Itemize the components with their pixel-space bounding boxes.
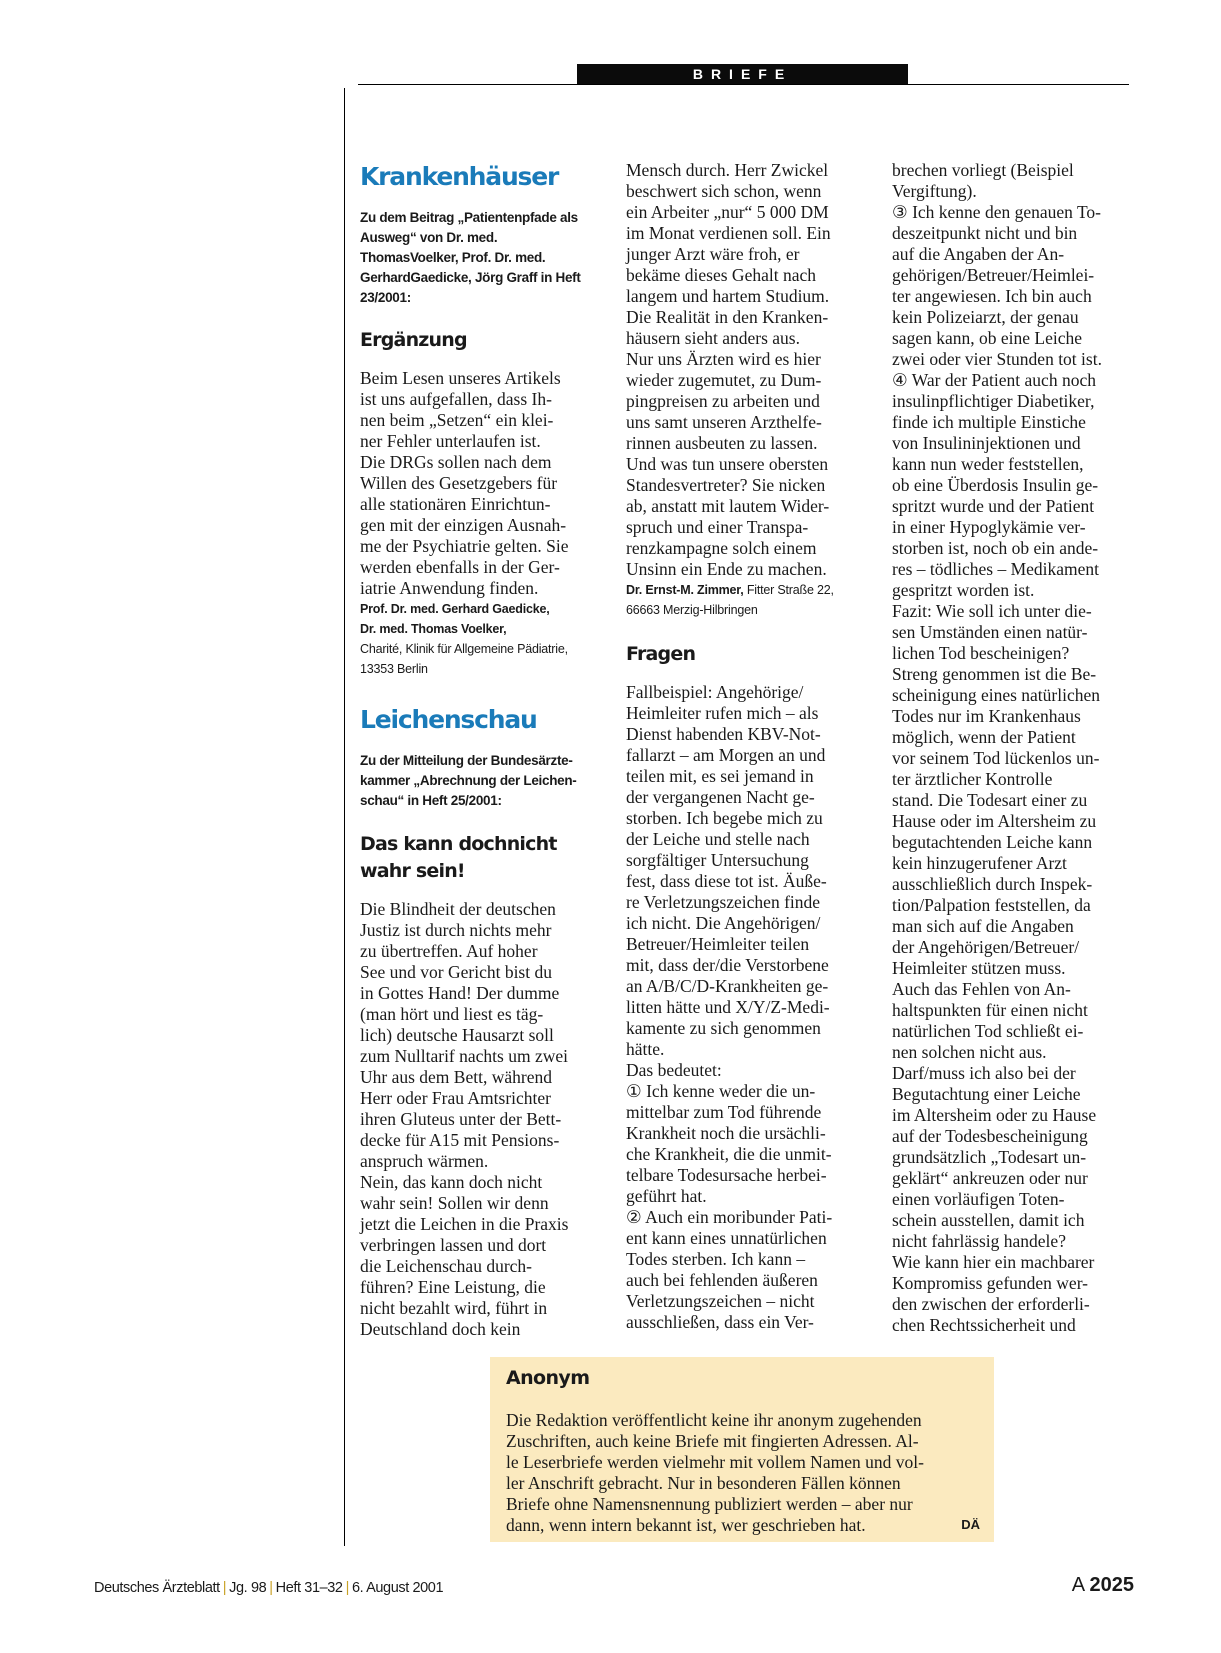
text-line: Auch das Fehlen von An- <box>892 979 1071 999</box>
text-line: ist uns aufgefallen, dass Ih- <box>360 389 552 409</box>
text-line: kann nun weder feststellen, <box>892 454 1084 474</box>
text-line: Uhr aus dem Bett, während <box>360 1067 552 1087</box>
signature-address <box>360 639 596 679</box>
text-line: teilen mit, es sei jemand in <box>626 766 814 786</box>
text-line: in einer Hypoglykämie ver- <box>892 517 1086 537</box>
letter-signature <box>626 580 862 620</box>
text-line: spritzt wurde und der Patient <box>892 496 1095 516</box>
text-line: möglich, wenn der Patient <box>892 727 1076 747</box>
text-line: im Altersheim oder zu Hause <box>892 1105 1097 1125</box>
text-line: kein hinzugerufener Arzt <box>892 853 1067 873</box>
text-line: ich nicht. Die Angehörigen/ <box>626 913 821 933</box>
text-line: man sich auf die Angaben <box>892 916 1074 936</box>
text-line: nen beim „Setzen“ ein klei- <box>360 410 554 430</box>
text-line: Verletzungszeichen – nicht <box>626 1291 815 1311</box>
text-line: Zuschriften, auch keine Briefe mit fingierten Adressen. Al- <box>506 1431 919 1451</box>
article-headline-leichenschau: Leichenschau <box>360 705 537 734</box>
text-line: Dienst habenden KBV-Not- <box>626 724 821 744</box>
text-line: an A/B/C/D-Krankheiten ge- <box>626 976 829 996</box>
text-line: beschwert sich schon, wenn <box>626 181 822 201</box>
column-3 <box>892 160 1128 1336</box>
text-line: kammer „Abrechnung der Leichen- <box>360 773 577 788</box>
text-line: langem und hartem Studium. <box>626 286 830 306</box>
text-line: nen solchen nicht aus. <box>892 1042 1047 1062</box>
text-line: Vergiftung). <box>892 181 977 201</box>
notice-body <box>506 1410 978 1536</box>
text-line: sen Umständen einen natür- <box>892 622 1088 642</box>
text-line: begutachtenden Leiche kann <box>892 832 1093 852</box>
text-line: Die Realität in den Kranken- <box>626 307 829 327</box>
text-line: tion/Palpation feststellen, da <box>892 895 1091 915</box>
text-line: ausschließlich durch Inspek- <box>892 874 1093 894</box>
text-line: litten hätte und X/Y/Z-Medi- <box>626 997 830 1017</box>
text-line: wieder zugemutet, zu Dum- <box>626 370 822 390</box>
signature-address: 66663 Merzig-Hilbringen <box>626 603 758 617</box>
text-line: auf die Angaben der An- <box>892 244 1065 264</box>
text-line: Dr. med. Thomas Voelker, <box>360 622 507 636</box>
text-line: insulinpflichtiger Diabetiker, <box>892 391 1095 411</box>
text-line: storben. Ich begebe mich zu <box>626 808 823 828</box>
text-line: Betreuer/Heimleiter teilen <box>626 934 810 954</box>
notice-title: Anonym <box>506 1367 590 1389</box>
text-line: geführt hat. <box>626 1186 707 1206</box>
text-line: Zu der Mitteilung der Bundesärzte- <box>360 753 573 768</box>
page-prefix: A <box>1071 1574 1084 1596</box>
text-line: als Ausweg“ von Dr. med. Thomas <box>360 210 578 265</box>
text-line: chen Rechtssicherheit und <box>892 1315 1076 1335</box>
text-line: Streng genommen ist die Be- <box>892 664 1097 684</box>
section-header: BRIEFE <box>577 64 908 85</box>
article-intro <box>360 208 596 308</box>
column-1 <box>360 160 596 1340</box>
text-line: rinnen ausbeuten zu lassen. <box>626 433 818 453</box>
text-line: decke für A15 mit Pensions- <box>360 1130 560 1150</box>
text-line: mittelbar zum Tod führende <box>626 1102 822 1122</box>
article-intro <box>360 751 596 811</box>
text-line: Todes nur im Krankenhaus <box>892 706 1081 726</box>
text-line: deszeitpunkt nicht und bin <box>892 223 1078 243</box>
text-line: nicht fahrlässig handele? <box>892 1231 1066 1251</box>
text-line: Und was tun unsere obersten <box>626 454 829 474</box>
text-line: jetzt die Leichen in die Praxis <box>360 1214 569 1234</box>
text-line: Kompromiss gefunden wer- <box>892 1273 1088 1293</box>
text-line: storben ist, noch ob ein ande- <box>892 538 1099 558</box>
text-line: ausschließen, dass ein Ver- <box>626 1312 814 1332</box>
text-line: ④ War der Patient auch noch <box>892 370 1096 390</box>
text-line: res – tödliches – Medikament <box>892 559 1100 579</box>
page-number-value: 2025 <box>1089 1574 1134 1596</box>
text-line: hätte. <box>626 1039 665 1059</box>
text-line: schein ausstellen, damit ich <box>892 1210 1085 1230</box>
text-line: haltspunkten für einen nicht <box>892 1000 1088 1020</box>
text-line: ent kann eines unnatürlichen <box>626 1228 827 1248</box>
text-line: Fallbeispiel: Angehörige/ <box>626 682 804 702</box>
text-line: Die Redaktion veröffentlicht keine ihr anonym zugehenden <box>506 1410 922 1430</box>
text-line: ihren Gluteus unter der Bett- <box>360 1109 562 1129</box>
page-number <box>1072 1574 1134 1597</box>
letter-body <box>360 899 596 1340</box>
text-line: gen mit der einzigen Ausnah- <box>360 515 567 535</box>
text-line: renzkampagne solch einem <box>626 538 817 558</box>
text-line: me der Psychiatrie gelten. Sie <box>360 536 569 556</box>
text-line: verbringen lassen und dort <box>360 1235 547 1255</box>
signature-names <box>360 599 596 639</box>
text-line: Herr oder Frau Amtsrichter <box>360 1088 551 1108</box>
text-line: See und vor Gericht bist du <box>360 962 552 982</box>
text-line: re Verletzungszeichen finde <box>626 892 821 912</box>
text-line: im Monat verdienen soll. Ein <box>626 223 831 243</box>
text-line: zum Nulltarif nachts um zwei <box>360 1046 568 1066</box>
text-line: ter angewiesen. Ich bin auch <box>892 286 1092 306</box>
signature-address: Fitter Straße 22, <box>743 583 834 597</box>
text-line: Fazit: Wie soll ich unter die- <box>892 601 1092 621</box>
text-line: le Leserbriefe werden vielmehr mit vollem Namen und vol- <box>506 1452 924 1472</box>
letter-subhead <box>360 831 596 885</box>
text-line: Zu dem Beitrag „Patientenpfade <box>360 210 557 225</box>
journal-issue: Heft 31–32 <box>275 1580 343 1596</box>
text-line: fallarzt – am Morgen an und <box>626 745 826 765</box>
text-line: ① Ich kenne weder die un- <box>626 1081 816 1101</box>
text-line: Prof. Dr. med. Gerhard Gaedicke, <box>360 602 550 616</box>
text-line: Heimleiter rufen mich – als <box>626 703 819 723</box>
text-line: Briefe ohne Namensnennung publiziert werden – aber nur <box>506 1494 913 1514</box>
text-line: der vergangenen Nacht ge- <box>626 787 815 807</box>
text-line: Voelker, Prof. Dr. med. Gerhard <box>360 250 546 285</box>
signature-name: Dr. Ernst-M. Zimmer, <box>626 583 744 597</box>
text-line: 13353 Berlin <box>360 662 428 676</box>
text-line: führen? Eine Leistung, die <box>360 1277 546 1297</box>
text-line: in Gottes Hand! Der dumme <box>360 983 560 1003</box>
text-line: ter ärztlicher Kontrolle <box>892 769 1053 789</box>
text-line: finde ich multiple Einstiche <box>892 412 1086 432</box>
text-line: Justiz ist durch nichts mehr <box>360 920 552 940</box>
text-line: gehörigen/Betreuer/Heimlei- <box>892 265 1095 285</box>
text-line: sagen kann, ob eine Leiche <box>892 328 1082 348</box>
text-line: brechen vorliegt (Beispiel <box>892 160 1074 180</box>
text-line: Krankheit noch die ursächli- <box>626 1123 826 1143</box>
left-column-rule <box>344 88 345 1546</box>
text-line: Beim Lesen unseres Artikels <box>360 368 561 388</box>
text-line: scheinigung eines natürlichen <box>892 685 1100 705</box>
text-line: Das kann doch <box>360 833 507 855</box>
page-footer <box>94 1580 443 1596</box>
text-line: ler Anschrift gebracht. Nur in besonderen Fällen können <box>506 1473 901 1493</box>
text-line: fest, dass diese tot ist. Äuße- <box>626 871 827 891</box>
text-line: uns samt unseren Arzthelfe- <box>626 412 822 432</box>
letter-body <box>360 368 596 599</box>
letter-body <box>892 160 1128 1336</box>
text-line: Hause oder im Altersheim zu <box>892 811 1097 831</box>
text-line: auf der Todesbescheinigung <box>892 1126 1088 1146</box>
text-line: kamente zu sich genommen <box>626 1018 821 1038</box>
text-line: Begutachtung einer Leiche <box>892 1084 1081 1104</box>
text-line: Willen des Gesetzgebers für <box>360 473 558 493</box>
text-line: zwei oder vier Stunden tot ist. <box>892 349 1102 369</box>
text-line: (man hört und liest es täg- <box>360 1004 544 1024</box>
text-line: ein Arbeiter „nur“ 5 000 DM <box>626 202 829 222</box>
text-line: anspruch wärmen. <box>360 1151 489 1171</box>
journal-date: 6. August 2001 <box>351 1580 444 1596</box>
text-line: dann, wenn intern bekannt ist, wer geschrieben hat. <box>506 1515 866 1535</box>
text-line: Darf/muss ich also bei der <box>892 1063 1076 1083</box>
text-line: bekäme dieses Gehalt nach <box>626 265 816 285</box>
text-line: der Leiche und stelle nach <box>626 829 810 849</box>
journal-volume: Jg. 98 <box>229 1580 267 1596</box>
text-line: spruch und einer Transpa- <box>626 517 809 537</box>
text-line: zu übertreffen. Auf hoher <box>360 941 538 961</box>
text-line: Todes sterben. Ich kann – <box>626 1249 806 1269</box>
text-line: der Angehörigen/Betreuer/ <box>892 937 1080 957</box>
text-line: iatrie Anwendung finden. <box>360 578 539 598</box>
text-line: lich) deutsche Hausarzt soll <box>360 1025 554 1045</box>
text-line: wahr sein! Sollen wir denn <box>360 1193 549 1213</box>
journal-name: Deutsches Ärzteblatt <box>94 1580 220 1596</box>
letter-body <box>626 160 862 580</box>
text-line: vor seinem Tod lückenlos un- <box>892 748 1100 768</box>
text-line: Gaedicke, Jörg Graff in Heft 23/2001: <box>360 270 581 305</box>
text-line: Die Blindheit der deutschen <box>360 899 556 919</box>
text-line: kein Polizeiarzt, der genau <box>892 307 1079 327</box>
footer-separator: | <box>222 1580 227 1596</box>
text-line: Charité, Klinik für Allgemeine Pädiatrie, <box>360 642 568 656</box>
text-line: Nein, das kann doch nicht <box>360 1172 543 1192</box>
text-line: ob eine Überdosis Insulin ge- <box>892 475 1099 495</box>
text-line: grundsätzlich „Todesart un- <box>892 1147 1087 1167</box>
text-line: stand. Die Todesart einer zu <box>892 790 1088 810</box>
text-line: telbare Todesursache herbei- <box>626 1165 827 1185</box>
text-line: Die DRGs sollen nach dem <box>360 452 552 472</box>
text-line: pingpreisen zu arbeiten und <box>626 391 820 411</box>
text-line: Mensch durch. Herr Zwickel <box>626 160 829 180</box>
text-line: gespritzt worden ist. <box>892 580 1035 600</box>
text-line: Wie kann hier ein machbarer <box>892 1252 1095 1272</box>
letter-subhead: Ergänzung <box>360 329 467 351</box>
text-line: Das bedeutet: <box>626 1060 722 1080</box>
text-line: schau“ in Heft 25/2001: <box>360 793 502 808</box>
footer-separator: | <box>345 1580 349 1596</box>
footer-separator: | <box>269 1580 273 1596</box>
text-line: junger Arzt wäre froh, er <box>626 244 800 264</box>
text-line: nicht bezahlt wird, führt in <box>360 1298 548 1318</box>
letter-body <box>626 682 862 1333</box>
notice-tag: DÄ <box>961 1517 980 1532</box>
text-line: natürlichen Tod schließt ei- <box>892 1021 1084 1041</box>
text-line: sorgfältiger Untersuchung <box>626 850 809 870</box>
text-line: Unsinn ein Ende zu machen. <box>626 559 827 579</box>
text-line: ner Fehler unterlaufen ist. <box>360 431 541 451</box>
column-2 <box>626 160 862 1333</box>
text-line: nicht wahr sein! <box>360 833 557 882</box>
text-line: Standesvertreter? Sie nicken <box>626 475 826 495</box>
text-line: mit, dass der/die Verstorbene <box>626 955 829 975</box>
top-rule <box>358 84 1129 85</box>
article-headline-krankenhaeuser: Krankenhäuser <box>360 162 559 191</box>
text-line: die Leichenschau durch- <box>360 1256 533 1276</box>
text-line: geklärt“ ankreuzen oder nur <box>892 1168 1088 1188</box>
text-line: che Krankheit, die die unmit- <box>626 1144 832 1164</box>
text-line: Nur uns Ärzten wird es hier <box>626 349 821 369</box>
text-line: Heimleiter stützen muss. <box>892 958 1066 978</box>
text-line: werden ebenfalls in der Ger- <box>360 557 560 577</box>
text-line: den zwischen der erforderli- <box>892 1294 1090 1314</box>
text-line: von Insulininjektionen und <box>892 433 1081 453</box>
text-line: alle stationären Einrichtun- <box>360 494 551 514</box>
text-line: ③ Ich kenne den genauen To- <box>892 202 1101 222</box>
text-line: einen vorläufigen Toten- <box>892 1189 1065 1209</box>
letter-subhead: Fragen <box>626 643 696 665</box>
letter-signature <box>360 599 596 679</box>
text-line: auch bei fehlenden äußeren <box>626 1270 818 1290</box>
text-line: ab, anstatt mit lautem Wider- <box>626 496 830 516</box>
text-line: ② Auch ein moribunder Pati- <box>626 1207 833 1227</box>
text-line: häusern sieht anders aus. <box>626 328 800 348</box>
text-line: Deutschland doch kein <box>360 1319 521 1339</box>
notice-box <box>490 1357 994 1542</box>
text-line: lichen Tod bescheinigen? <box>892 643 1070 663</box>
